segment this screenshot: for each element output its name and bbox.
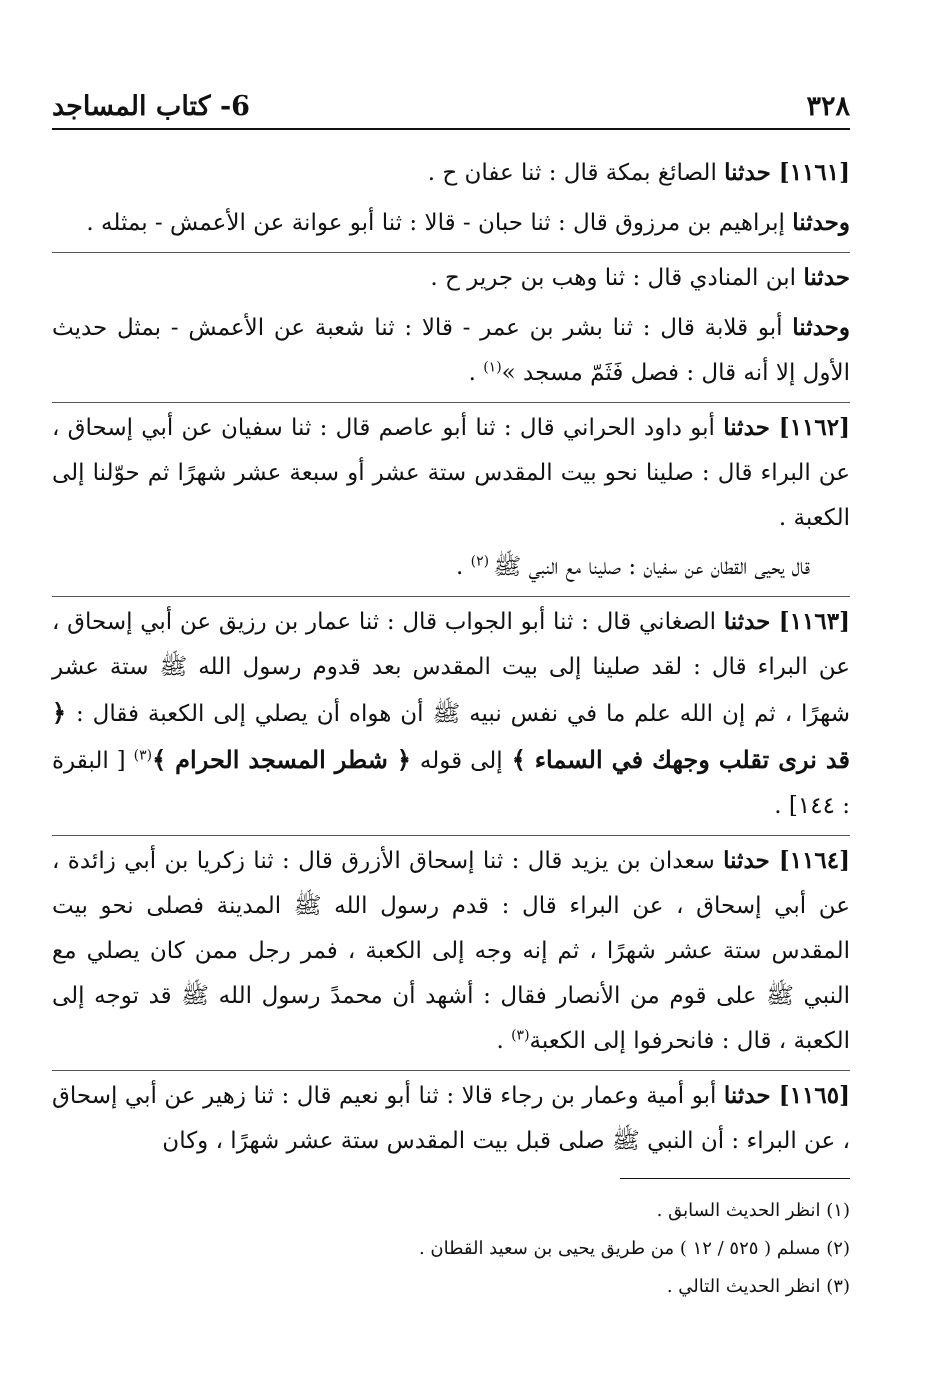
chain-1161-c: حدثنا ابن المنادي قال : ثنا وهب بن جرير ح . <box>430 264 850 291</box>
divider <box>52 835 850 836</box>
hadith-1162: [١١٦٢] حدثنا أبو داود الحراني قال : ثنا أبو عاصم قال : ثنا سفيان عن أبي إسحاق ، عن البراء قال : صلينا نحو بيت المقدس ستة عشر أو سبعة عشر شهرًا ثم حوّلنا إلى الكعبة . <box>52 414 851 531</box>
divider <box>52 1070 850 1071</box>
main-text <box>52 150 850 1168</box>
quran-verse-2: ﴿ شطر المسجد الحرام ﴾ <box>152 745 420 774</box>
hadith-1162-note: قال يحيى القطان عن سفيان : صلينا مع النبي ﷺ $^{(٢)}$ . <box>455 553 810 580</box>
page-header <box>52 78 850 130</box>
divider <box>52 402 850 403</box>
hadith-1163: [١١٦٣] حدثنا الصغاني قال : ثنا أبو الجواب قال : ثنا عمار بن رزيق عن أبي إسحاق ، عن البراء قال : لقد صلينا إلى بيت المقدس بعد قدوم رسول الله ﷺ ستة عشر شهرًا ، ثم إن الله علم ما في نفس نبيه ﷺ أن هواه أن يصلي إلى الكعبة فقال : ﴿ قد نرى تقلب وجهك في السماء ﴾ إلى قوله ﴿ شطر المسجد الحرام ﴾$^{(٣)}$ [ البقرة : ١٤٤] . <box>52 608 851 819</box>
footnote-ref: (٢) <box>470 553 494 570</box>
footnote-3: (٣) انظر الحديث التالي . <box>666 1276 850 1297</box>
footnote-2: (٢) مسلم ( ٥٢٥ / ١٢ ) من طريق يحيى بن سعيد القطان . <box>418 1238 850 1259</box>
hadith-1161: [١١٦١] حدثنا الصائغ بمكة قال : ثنا عفان ح . <box>427 159 850 186</box>
chapter-title: 6- كتاب المساجد <box>52 91 250 122</box>
footnote-ref: (١) <box>483 359 502 376</box>
divider <box>52 252 850 253</box>
footnotes <box>52 1192 850 1306</box>
divider <box>52 596 850 597</box>
chain-1161-b: وحدثنا إبراهيم بن مرزوق قال : ثنا حبان - قالا : ثنا أبو عوانة عن الأعمش - بمثله . <box>86 209 850 236</box>
footnote-1: (١) انظر الحديث السابق . <box>656 1200 850 1221</box>
chain-1161-d: وحدثنا أبو قلابة قال : ثنا بشر بن عمر - قالا : ثنا شعبة عن الأعمش - بمثل حديث الأول إلا أنه قال : فصل فَثَمّ مسجد »$^{(١)}$ . <box>52 314 850 386</box>
page-number: ٣٢٨ <box>806 91 850 122</box>
footnote-ref: (٣) <box>133 747 153 764</box>
hadith-1165: [١١٦٥] حدثنا أبو أمية وعمار بن رجاء قالا : ثنا أبو نعيم قال : ثنا زهير عن أبي إسحاق ، عن البراء : أن النبي ﷺ صلى قبل بيت المقدس ستة عشر شهرًا ، وكان <box>52 1082 850 1154</box>
footnote-ref: (٣) <box>511 1027 530 1044</box>
quran-verse-1: ﴿ قد نرى تقلب وجهك في السماء ﴾ <box>52 698 850 774</box>
hadith-1164: [١١٦٤] حدثنا سعدان بن يزيد قال : ثنا إسحاق الأزرق قال : ثنا زكريا بن أبي زائدة ، عن أبي إسحاق ، عن البراء قال : قدم رسول الله ﷺ المدينة فصلى نحو بيت المقدس ستة عشر شهرًا ، ثم إنه وجه إلى الكعبة ، فمر رجل ممن كان يصلي مع النبي ﷺ على قوم من الأنصار فقال : أشهد أن محمدً رسول الله ﷺ قد توجه إلى الكعبة ، قال : فانحرفوا إلى الكعبة$^{(٣)}$ . <box>52 847 851 1054</box>
footnote-separator <box>620 1178 850 1179</box>
